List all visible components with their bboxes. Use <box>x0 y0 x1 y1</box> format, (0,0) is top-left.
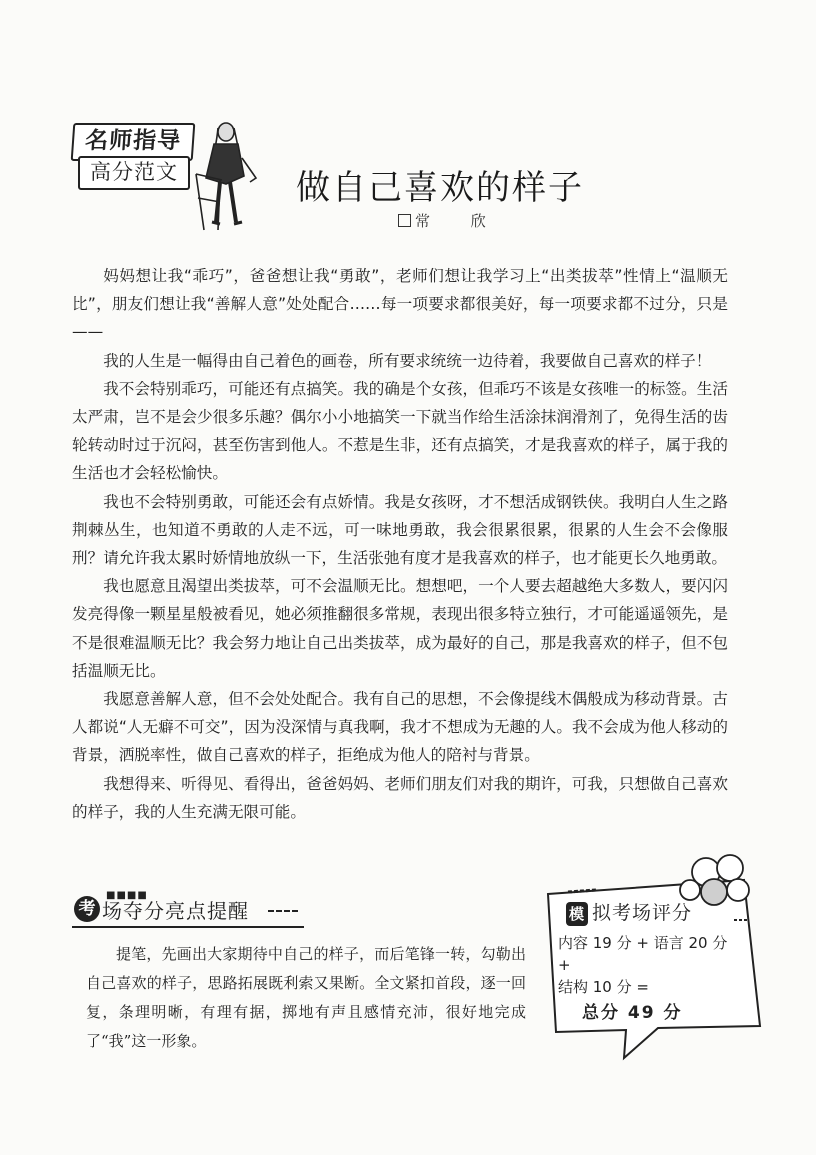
score-line-2: 结构 10 分 = <box>558 978 649 996</box>
essay-paragraph: 妈妈想让我“乖巧”，爸爸想让我“勇敢”，老师们想让我学习上“出类拔萃”性情上“温顺无比”，朋友们想让我“善解人意”处处配合……每一项要求都很美好，每一项要求都不过分，只是—— <box>72 267 728 342</box>
mo-badge-icon: 模 <box>566 902 588 926</box>
badge-top-label: 名师指导 <box>71 123 196 161</box>
essay-paragraph: 我愿意善解人意，但不会处处配合。我有自己的思想，不会像提线木偶般成为移动背景。古人都说“人无癖不可交”，因为没深情与真我啊，我才不想成为无趣的人。我不会成为他人移动的背景，洒脱率性，做自己喜欢的样子，拒绝成为他人的陪衬与背景。 <box>72 690 728 765</box>
author-line <box>398 210 504 231</box>
essay-title: 做自己喜欢的样子 <box>296 168 584 208</box>
badge-bottom-label: 高分范文 <box>78 156 190 190</box>
score-total: 总分 49 分 <box>582 1003 683 1023</box>
essay-paragraph: 我的人生是一幅得由自己着色的画卷，所有要求统统一边待着，我要做自己喜欢的样子！ <box>103 351 712 370</box>
score-line-1: 内容 19 分 + 语言 20 分 + <box>558 934 728 974</box>
teacher-comment <box>86 940 526 1056</box>
essay-paragraph: 我想得来、听得见、看得出，爸爸妈妈、老师们朋友们对我的期许，可我，只想做自己喜欢的样子，我的人生充满无限可能。 <box>72 774 728 821</box>
heading-underline <box>72 926 304 928</box>
score-heading-text: 拟考场评分 <box>592 902 693 924</box>
essay-paragraph: 我不会特别乖巧，可能还有点搞笑。我的确是个女孩，但乖巧不该是女孩唯一的标签。生活太严肃，岂不是会少很多乐趣？偶尔小小地搞笑一下就当作给生活涂抹润滑剂了，免得生活的齿轮转动时过于沉闷，甚至伤害到他人。不惹是生非，还有点搞笑，才是我喜欢的样子，属于我的生活也才会轻松愉快。 <box>72 379 728 483</box>
essay-paragraph: 我也不会特别勇敢，可能还会有点娇情。我是女孩呀，才不想活成钢铁侠。我明白人生之路荆棘丛生，也知道不勇敢的人走不远，可一味地勇敢，我会很累很累，很累的人生会不会像服刑？请允许我太累时娇情地放纵一下，生活张弛有度才是我喜欢的样子，也才能更长久地勇敢。 <box>72 492 728 568</box>
score-heading <box>566 898 692 926</box>
score-breakdown <box>558 932 744 998</box>
note-heading-text: 场夺分亮点提醒 <box>102 899 249 923</box>
essay-body <box>72 262 728 826</box>
checkbox-square-icon <box>398 214 411 227</box>
author-name: 常 欣 <box>415 212 504 230</box>
highlight-note-heading <box>72 890 312 928</box>
kao-badge-icon: 考 <box>74 896 100 922</box>
comment-text: 提笔，先画出大家期待中自己的样子，而后笔锋一转，勾勒出自己喜欢的样子，思路拓展既利索又果断。全文紧扣首段，逐一回复，条理明晰，有理有据，掷地有声且感情充沛，很好地完成了“我”这一形象。 <box>86 945 526 1050</box>
dots-decoration-icon: ■■■■ <box>106 890 148 901</box>
essay-paragraph: 我也愿意且渴望出类拔萃，可不会温顺无比。想想吧，一个人要去超越绝大多数人，要闪闪发亮得像一颗星星般被看见，她必须推翻很多常规，表现出很多特立独行，才可能遥遥领先，是不是很难温顺无比？我会努力地让自己出类拔萃，成为最好的自己，那是我喜欢的样子，但不包括温顺无比。 <box>72 577 728 680</box>
score-card <box>538 850 770 1066</box>
dashed-underline-icon <box>268 910 298 920</box>
